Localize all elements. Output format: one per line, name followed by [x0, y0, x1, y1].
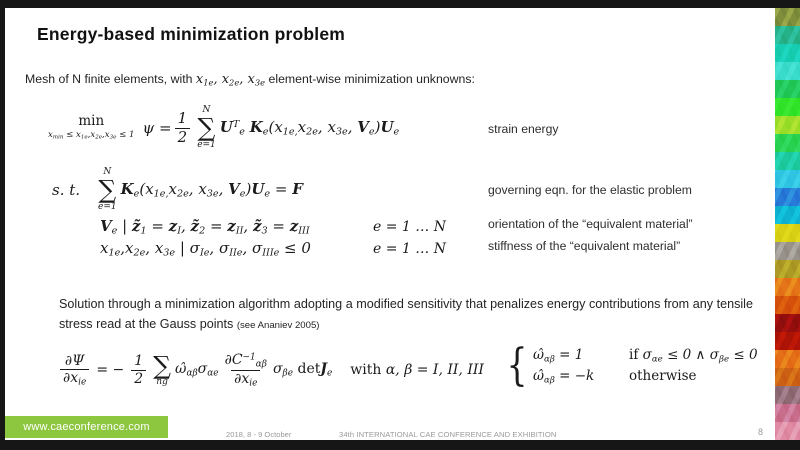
intro-post: element-wise minimization unknowns: [265, 72, 475, 86]
label-orientation: orientation of the “equivalent material” [488, 217, 693, 231]
slide-title: Energy-based minimization problem [37, 24, 346, 44]
equation-governing [52, 164, 303, 216]
label-strain-energy: strain energy [488, 122, 559, 136]
slide-content-area [5, 8, 775, 440]
summation-symbol: N ∑ e=1 [98, 167, 117, 212]
governing-rhs: $K_e(x_{1e,}x_{2e}$, $x_{3e}$, $V_e)U_e = F$ [120, 180, 303, 200]
equation-sensitivity [57, 340, 484, 400]
label-governing: governing eqn. for the elastic problem [488, 183, 692, 197]
equation-orientation: $V_e$ | $z̃_1 = z_I$, $z̃_2 = z_{II}$, $z̃_3 = z_{III}$ [100, 217, 310, 237]
with-clause: with α, β = I, II, III [350, 362, 484, 378]
intro-line [25, 72, 475, 87]
subject-to: s. t. [52, 181, 81, 199]
case-row-otherwise: $\omegâ_{\alpha\beta} = -k$ otherwise [533, 367, 697, 385]
page-number: 8 [758, 427, 764, 437]
weights-stress: $\omegâ_{\alpha\beta}\sigma_{\alpha e}$ [175, 361, 219, 379]
intro-math: $x_{1e}$, $x_{2e}$, $x_{3e}$ [195, 72, 266, 88]
intro-pre: Mesh of N finite elements, with [25, 72, 196, 86]
footer-conference-name: 34th INTERNATIONAL CAE CONFERENCE AND EXHIBITION [339, 430, 557, 439]
citation: (see Ananiev 2005) [236, 319, 320, 331]
equation-strain-energy [48, 100, 399, 156]
equals-minus: = − [96, 362, 125, 378]
decorative-color-strip [775, 8, 800, 440]
min-operator: min $x_{min} \le x_{1e},x_{2e},x_{3e} \le 1$ [48, 113, 135, 141]
one-half-fraction: $\frac{1}{2}$ [175, 110, 191, 146]
stress-jacobian: $\sigma_{\beta e}$ detJ$_e$ [272, 361, 333, 379]
equation-stiffness: $x_{1e},x_{2e}$, $x_{3e}$ | $\sigma_{Ie}$, $\sigma_{IIe}$, $\sigma_{IIIe} \le 0$ [100, 239, 311, 259]
left-brace: { [506, 340, 528, 391]
range-orientation: e = 1 … N [373, 219, 446, 235]
footer-date: 2018, 8 - 9 October [226, 430, 292, 439]
strain-energy-rhs: $U^T_e$ $K_e(x_{1e,}x_{2e}$, $x_{3e}$, $V_e)U_e$ [219, 118, 400, 138]
range-stiffness: e = 1 … N [373, 241, 446, 257]
case-row-compression: $\omegâ_{\alpha\beta} = 1$ if $\sigma_{\alpha e} \le 0$ ∧ $\sigma_{\beta e} \le 0$ [533, 347, 758, 365]
psi-equals: ψ = [142, 119, 172, 137]
equation-weight-cases [503, 340, 758, 391]
dc-dx-fraction: $\frac{\partial C^{-1}_{\alpha\beta}}{\partial x_{ie}}$ [224, 351, 267, 388]
conference-website-link[interactable]: www.caeconference.com [5, 416, 168, 438]
one-half-fraction: $\frac{1}{2}$ [131, 353, 146, 386]
dpsi-dx-fraction: $\frac{\partial\Psi}{\partial x_{ie}}$ [60, 353, 89, 388]
summation-gauss-points: ∑ ng [153, 350, 172, 388]
solution-paragraph: Solution through a minimization algorithm adopting a modified sensitivity that penalizes energy contributions from any tensile stress read at the Gauss points (see Ananiev 2005) [59, 297, 753, 331]
summation-symbol: N ∑ e=1 [197, 105, 216, 150]
label-stiffness: stiffness of the “equivalent material” [488, 239, 681, 253]
